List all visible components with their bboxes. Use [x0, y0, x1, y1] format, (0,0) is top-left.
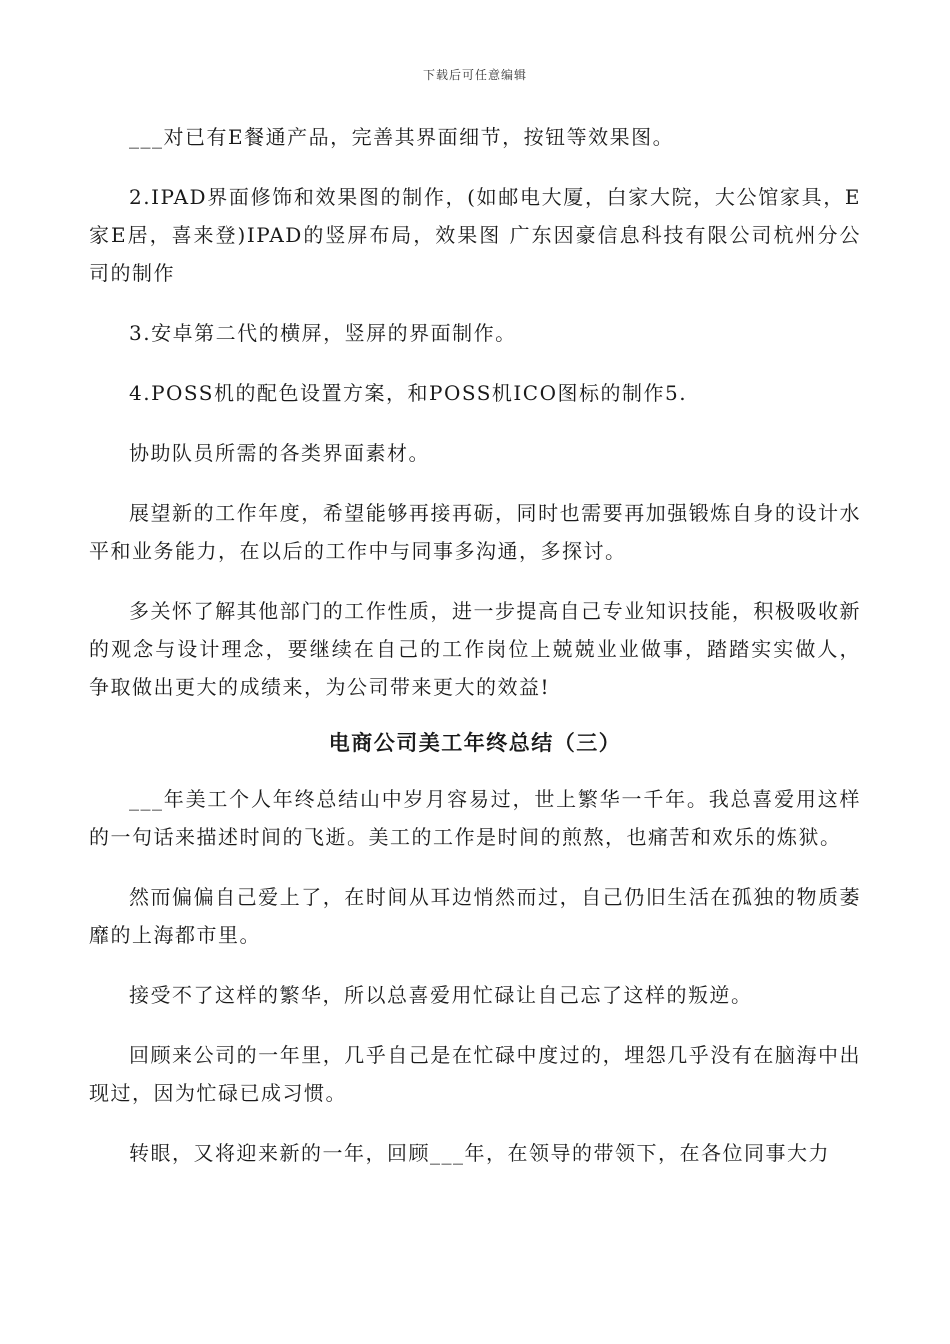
- paragraph: 然而偏偏自己爱上了，在时间从耳边悄然而过，自己仍旧生活在孤独的物质萎靡的上海都市里。: [89, 885, 861, 947]
- section-title: 电商公司美工年终总结（三）: [328, 730, 622, 755]
- paragraph: ___年美工个人年终总结山中岁月容易过，世上繁华一千年。我总喜爱用这样的一句话来描述时间的飞逝。美工的工作是时间的煎熬，也痛苦和欢乐的炼狱。: [89, 787, 861, 849]
- document-body: [89, 118, 861, 1172]
- paragraph: 协助队员所需的各类界面素材。: [129, 441, 430, 465]
- paragraph: 多关怀了解其他部门的工作性质，进一步提高自己专业知识技能，积极吸收新的观念与设计理念，要继续在自己的工作岗位上兢兢业业做事，踏踏实实做人，争取做出更大的成绩来，为公司带来更大的效益!: [89, 599, 861, 699]
- paragraph: 4.POSS机的配色设置方案，和POSS机ICO图标的制作5.: [129, 381, 688, 405]
- paragraph: 展望新的工作年度，希望能够再接再砺，同时也需要再加强锻炼自身的设计水平和业务能力，在以后的工作中与同事多沟通，多探讨。: [89, 501, 861, 563]
- page-header-note: 下载后可任意编辑: [422, 68, 527, 82]
- paragraph: 2.IPAD界面修饰和效果图的制作，(如邮电大厦，白家大院，大公馆家具，E家E居，喜来登)IPAD的竖屏布局，效果图 广东因豪信息科技有限公司杭州分公司的制作: [89, 185, 861, 285]
- paragraph: 转眼，又将迎来新的一年，回顾___年，在领导的带领下，在各位同事大力: [129, 1141, 830, 1165]
- paragraph: 3.安卓第二代的横屏，竖屏的界面制作。: [129, 321, 517, 345]
- paragraph: 接受不了这样的繁华，所以总喜爱用忙碌让自己忘了这样的叛逆。: [129, 983, 753, 1007]
- paragraph: ___对已有E餐通产品，完善其界面细节，按钮等效果图。: [129, 125, 675, 149]
- paragraph: 回顾来公司的一年里，几乎自己是在忙碌中度过的，埋怨几乎没有在脑海中出现过，因为忙碌已成习惯。: [89, 1043, 861, 1105]
